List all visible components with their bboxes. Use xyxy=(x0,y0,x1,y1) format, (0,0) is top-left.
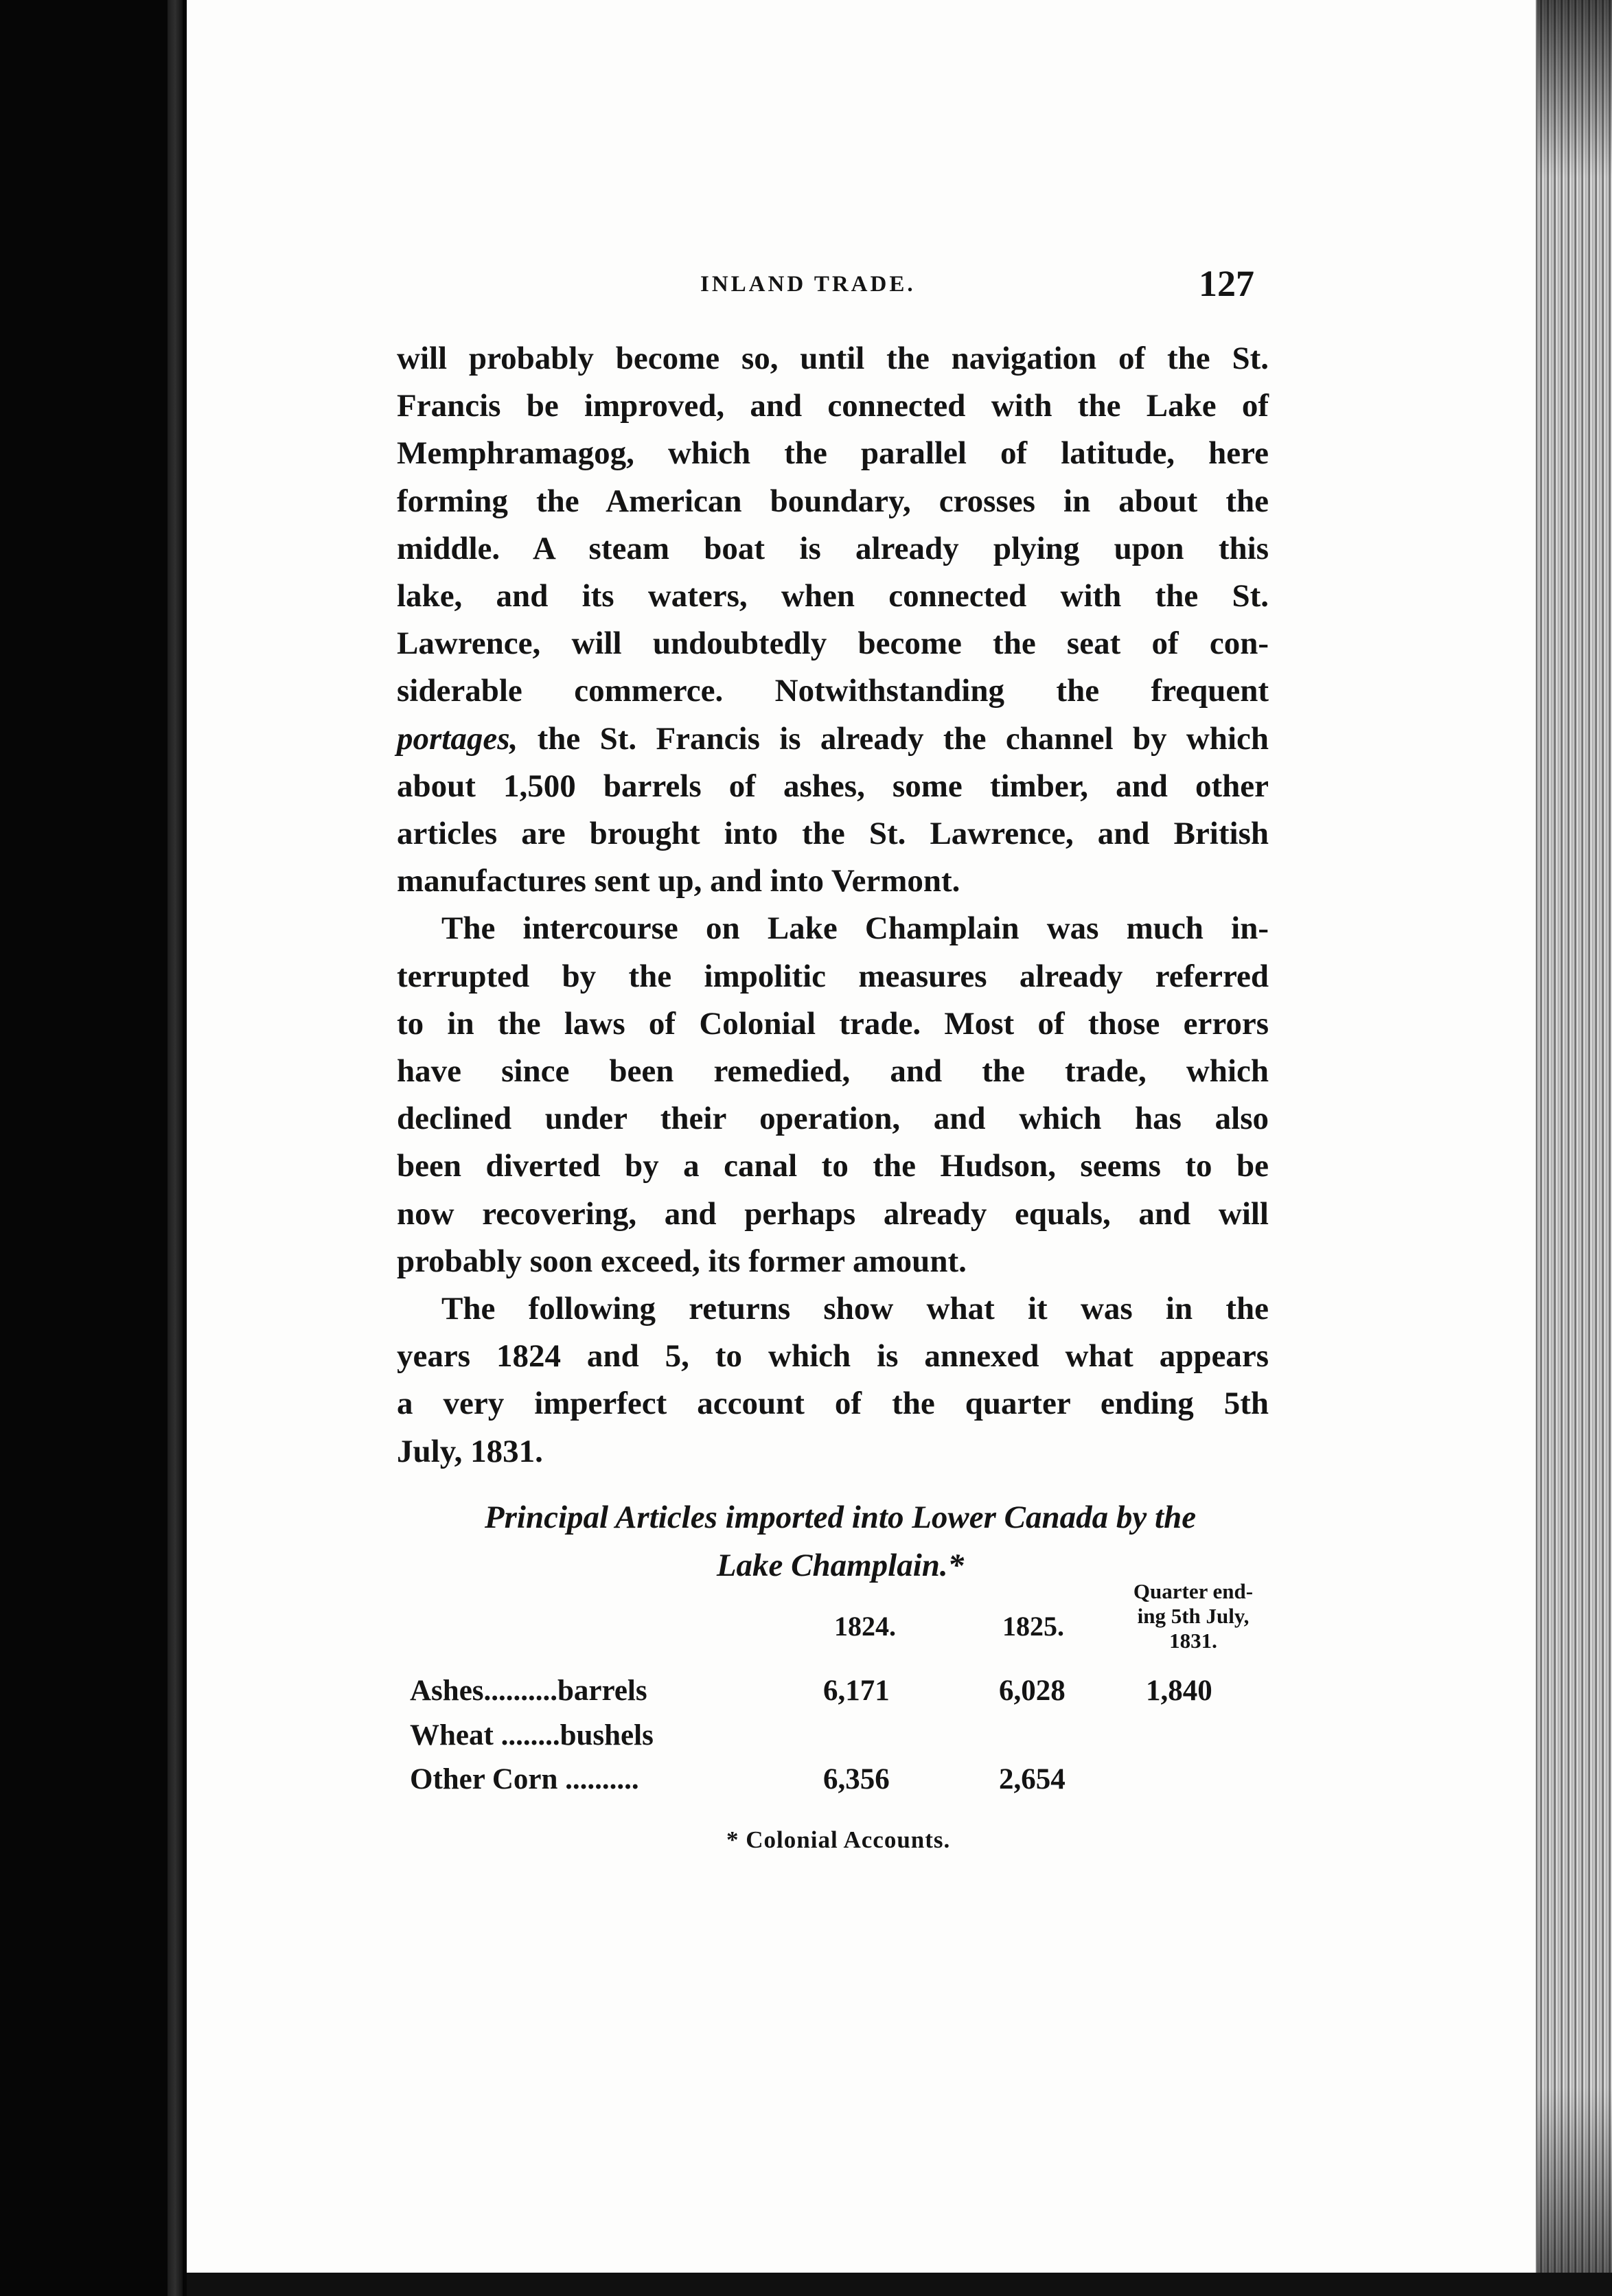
table-title-line-1: Principal Articles imported into Lower Canada by the xyxy=(484,1500,1197,1535)
text-line: have since been remedied, and the trade, which xyxy=(397,1053,1269,1090)
column-header-1824: 1824. xyxy=(834,1611,896,1642)
footnote: * Colonial Accounts. xyxy=(726,1826,951,1853)
column-header-1825: 1825. xyxy=(1002,1611,1064,1642)
right-page-stack xyxy=(1536,0,1612,2296)
text-line: about 1,500 barrels of ashes, some timber, and other xyxy=(397,768,1269,804)
value-1825: 2,654 xyxy=(999,1763,1066,1795)
table-row-other-corn xyxy=(410,1763,1302,1804)
row-label: Wheat ........bushels xyxy=(410,1719,654,1752)
text-line-portages: portages, the St. Francis is already the channel by which xyxy=(397,720,1269,757)
left-book-edge xyxy=(0,0,192,2296)
right-edge-shadow xyxy=(1536,0,1612,2296)
text-line: terrupted by the impolitic measures already referred xyxy=(397,958,1269,994)
italic-word-portages: portages, xyxy=(397,720,518,757)
left-page-gutter xyxy=(168,0,183,2296)
column-header-quarter xyxy=(1111,1579,1276,1653)
column-header-quarter-line-3: 1831. xyxy=(1169,1629,1217,1653)
row-label: Other Corn .......... xyxy=(410,1763,639,1795)
value-1824: 6,171 xyxy=(823,1675,890,1707)
table-row-wheat xyxy=(410,1719,1302,1760)
text-line: will probably become so, until the navigation of the St. xyxy=(397,341,1269,376)
text-line: July, 1831. xyxy=(397,1433,543,1469)
bottom-book-edge xyxy=(187,2273,1612,2296)
text-line: probably soon exceed, its former amount. xyxy=(397,1243,967,1279)
page-number: 127 xyxy=(1199,263,1254,304)
row-label: Ashes..........barrels xyxy=(410,1675,647,1707)
paragraph-start-line: The following returns show what it was in the xyxy=(441,1291,1269,1327)
column-header-quarter-line-2: ing 5th July, xyxy=(1137,1604,1250,1628)
body-text xyxy=(397,335,1269,1476)
text-line: Lawrence, will undoubtedly become the seat of con- xyxy=(397,625,1269,662)
text-line: manufactures sent up, and into Vermont. xyxy=(397,863,960,899)
text-line: articles are brought into the St. Lawrence, and British xyxy=(397,816,1269,852)
text-line: lake, and its waters, when connected with the St. xyxy=(397,578,1269,615)
text-line: now recovering, and perhaps already equals, and will xyxy=(397,1195,1269,1232)
value-quarter: 1,840 xyxy=(1146,1675,1212,1707)
text-line: declined under their operation, and which has also xyxy=(397,1101,1269,1137)
text-line: Francis be improved, and connected with the Lake of xyxy=(397,388,1269,424)
paragraph-start-line: The intercourse on Lake Champlain was much in- xyxy=(441,910,1269,947)
value-1825: 6,028 xyxy=(999,1675,1066,1707)
text-line: siderable commerce. Notwithstanding the frequent xyxy=(397,673,1269,709)
column-header-quarter-line-1: Quarter end- xyxy=(1133,1579,1254,1603)
text-line: a very imperfect account of the quarter ending 5th xyxy=(397,1386,1269,1422)
text-line: forming the American boundary, crosses in about the xyxy=(397,483,1269,519)
table-row-ashes xyxy=(410,1674,1302,1715)
table-title-line-2: Lake Champlain.* xyxy=(716,1548,965,1583)
running-head: INLAND TRADE. xyxy=(700,272,916,297)
text-line: years 1824 and 5, to which is annexed what appears xyxy=(397,1338,1269,1375)
text-line: been diverted by a canal to the Hudson, seems to be xyxy=(397,1148,1269,1184)
value-1824: 6,356 xyxy=(823,1763,890,1795)
text-line: Memphramagog, which the parallel of latitude, here xyxy=(397,435,1269,472)
table-title xyxy=(408,1493,1273,1589)
text-line: to in the laws of Colonial trade. Most of those errors xyxy=(397,1005,1269,1042)
text-line: middle. A steam boat is already plying upon this xyxy=(397,530,1269,566)
